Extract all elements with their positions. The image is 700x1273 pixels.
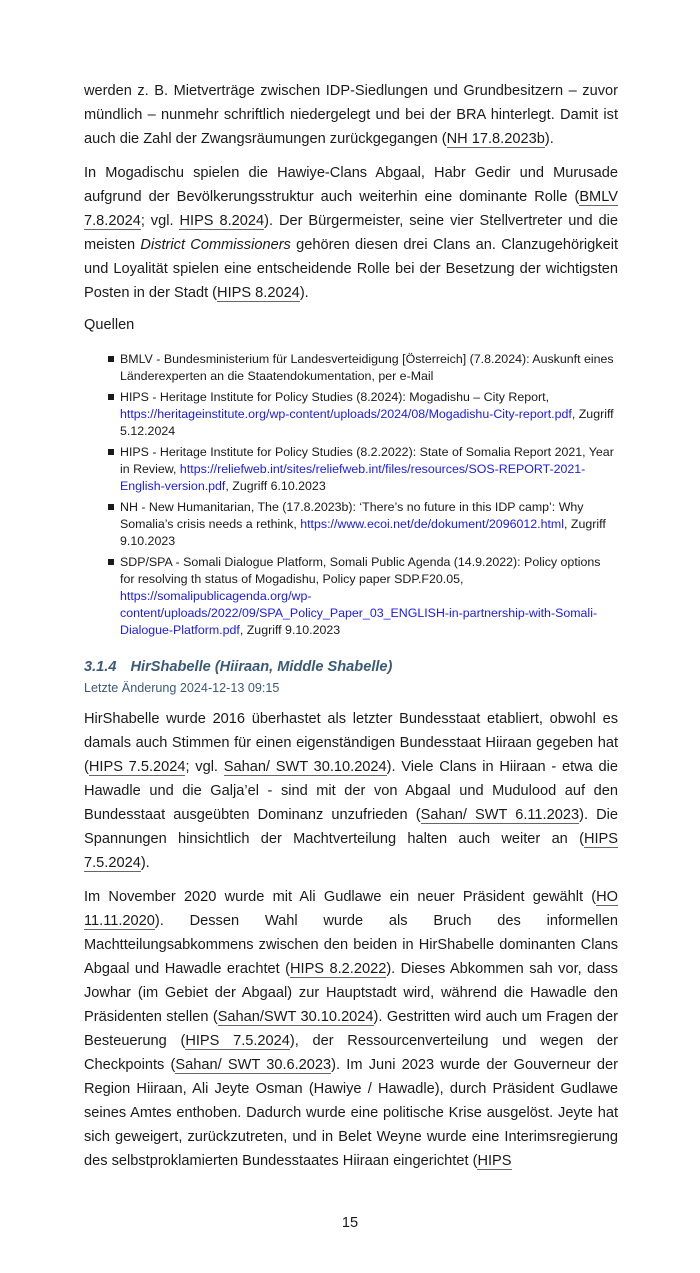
text-run: ). Dieses Abkommen sah vor, dass Jowhar (im Gebiet der Abgaal) zur Hauptstadt wird, während die Hawadle den Präsidenten stellen ( xyxy=(84,961,618,1025)
text-run: SDP/SPA - Somali Dialogue Platform, Somali Public Agenda (14.9.2022): Policy options for resolving th status of Mogadishu, Policy paper SDP.F20.05, xyxy=(120,555,601,586)
source-item xyxy=(110,499,618,550)
body-paragraph xyxy=(84,885,618,1173)
citation-link[interactable]: HIPS 8.2024 xyxy=(179,213,265,229)
text-run: , Zugriff 9.10.2023 xyxy=(120,517,606,548)
text-run: ), der Ressourcenverteilung und wegen der Checkpoints ( xyxy=(84,1033,618,1073)
source-url-link[interactable]: https://www.ecoi.net/de/dokument/2096012.html xyxy=(300,517,565,531)
citation-link[interactable]: HIPS 8.2.2022 xyxy=(289,961,387,977)
text-run: ). Der Bürgermeister, seine vier Stellvertreter und die meisten xyxy=(84,213,618,253)
page-number: 15 xyxy=(341,1215,359,1231)
text-run: ). Die Spannungen hinsichtlich der Machtverteilung halten auch weiter an ( xyxy=(84,807,618,847)
citation-link[interactable]: HIPS xyxy=(477,1153,512,1169)
source-url-link[interactable]: https://somalipublicagenda.org/wp-content/uploads/2022/09/SPA_Policy_Paper_03_ENGLISH-in-partnership-with-Somali-Dialogue-Platform.pdf xyxy=(120,589,598,637)
sources-heading: Quellen xyxy=(84,317,135,333)
body-paragraph xyxy=(84,707,618,875)
section-title: HirShabelle (Hiiraan, Middle Shabelle) xyxy=(130,659,393,675)
text-run: HIPS - Heritage Institute for Policy Studies (8.2.2022): State of Somalia Report 2021, Year in Review, xyxy=(120,445,614,476)
citation-link[interactable]: HIPS 7.5.2024 xyxy=(185,1033,290,1049)
source-item xyxy=(110,554,618,639)
sources-list xyxy=(84,351,618,639)
citation-link[interactable]: HIPS 7.5.2024 xyxy=(88,759,186,775)
source-url-link[interactable]: https://heritageinstitute.org/wp-content/uploads/2024/08/Mogadishu-City-report.pdf xyxy=(120,407,572,421)
text-run: ). xyxy=(299,285,309,301)
body-paragraph xyxy=(84,161,618,305)
text-run: ; vgl. xyxy=(140,213,180,229)
text-run: ). Gestritten wird auch um Fragen der Besteuerung ( xyxy=(84,1009,619,1049)
source-url-link[interactable]: https://reliefweb.int/sites/reliefweb.int/files/resources/SOS-REPORT-2021-English-version.pdf xyxy=(120,462,586,493)
citation-link[interactable]: Sahan/ SWT 30.6.2023 xyxy=(175,1057,332,1073)
text-run: ). xyxy=(544,131,554,147)
document-page xyxy=(84,0,618,1173)
text-run: In Mogadischu spielen die Hawiye-Clans Abgaal, Habr Gedir und Murusade aufgrund der Bevölkerungsstruktur auch weiterhin eine dominante Rolle ( xyxy=(84,165,618,205)
citation-link[interactable]: Sahan/SWT 30.10.2024 xyxy=(217,1009,374,1025)
citation-link[interactable]: Sahan/ SWT 6.11.2023 xyxy=(420,807,580,823)
text-run: gehören diesen drei Clans an. Clanzugehörigkeit und Loyalität spielen eine entscheidende Rolle bei der Besetzung der wichtigsten Posten in der Stadt ( xyxy=(84,237,618,301)
text-run: ). xyxy=(140,855,150,871)
citation-link[interactable]: Sahan/ SWT 30.10.2024 xyxy=(223,759,387,775)
section-number: 3.1.4 xyxy=(84,659,117,675)
body-paragraph xyxy=(84,79,618,151)
citation-link[interactable]: HIPS 8.2024 xyxy=(217,285,300,301)
section-paragraphs xyxy=(84,707,618,1173)
text-run: ; vgl. xyxy=(185,759,224,775)
citation-link[interactable]: BMLV 7.8.2024 xyxy=(84,189,618,229)
text-run: HirShabelle wurde 2016 überhastet als letzter Bundesstaat etabliert, obwohl es damals auch Stimmen für einen eigenständigen Bundesstaat Hiiraan gegeben hat ( xyxy=(84,711,618,775)
intro-paragraphs xyxy=(84,79,618,305)
citation-link[interactable]: NH 17.8.2023b xyxy=(446,131,545,147)
section-heading xyxy=(84,657,618,677)
text-run: HIPS - Heritage Institute for Policy Studies (8.2024): Mogadishu – City Report, xyxy=(120,390,550,404)
text-run: , Zugriff 5.12.2024 xyxy=(120,407,614,438)
citation-link[interactable]: HIPS 7.5.2024 xyxy=(84,831,618,871)
source-item xyxy=(110,351,618,385)
source-item xyxy=(110,444,618,495)
text-run: NH - New Humanitarian, The (17.8.2023b): ‘There’s no future in this IDP camp’: Why Somalia’s crisis needs a rethink, xyxy=(120,500,584,531)
text-run: , Zugriff 6.10.2023 xyxy=(225,479,326,493)
text-run: BMLV - Bundesministerium für Landesverteidigung [Österreich] (7.8.2024): Auskunft eines Länderexperten an die Staatendokumentation, per e-Mail xyxy=(120,352,614,383)
last-changed: Letzte Änderung 2024-12-13 09:15 xyxy=(84,681,280,695)
text-run: werden z. B. Mietverträge zwischen IDP-Siedlungen und Grundbesitzern – zuvor mündlich – nunmehr schriftlich niedergelegt und bei der BRA hinterlegt. Damit ist auch die Zahl der Zwangsräumungen zurückgegangen ( xyxy=(84,83,618,147)
emphasized-text: District Commissioners xyxy=(140,237,291,253)
source-item xyxy=(110,389,618,440)
text-run: ). Im Juni 2023 wurde der Gouverneur der Region Hiiraan, Ali Jeyte Osman (Hawiye / Hawadle), durch Präsident Gudlawe seines Amtes enthoben. Dadurch wurde eine politische Krise ausgelöst. Jeyte hat sich geweigert, zurückzutreten, und in Belet Weyne wurde eine Interimsregierung des selbstproklamierten Bundesstaates Hiiraan eingerichtet ( xyxy=(84,1057,618,1169)
text-run: ). Viele Clans in Hiiraan - etwa die Hawadle und die Galja’el - sind mit der von Abgaal und Mudulood auf den Bundesstaat ausgeübten Dominanz unzufrieden ( xyxy=(84,759,618,823)
text-run: Im November 2020 wurde mit Ali Gudlawe ein neuer Präsident gewählt ( xyxy=(84,889,597,905)
text-run: , Zugriff 9.10.2023 xyxy=(239,623,341,637)
text-run: ). Dessen Wahl wurde als Bruch des informellen Machtteilungsabkommens zwischen den beiden in HirShabelle dominanten Clans Abgaal und Hawadle erachtet ( xyxy=(84,913,618,977)
citation-link[interactable]: HO 11.11.2020 xyxy=(84,889,618,929)
